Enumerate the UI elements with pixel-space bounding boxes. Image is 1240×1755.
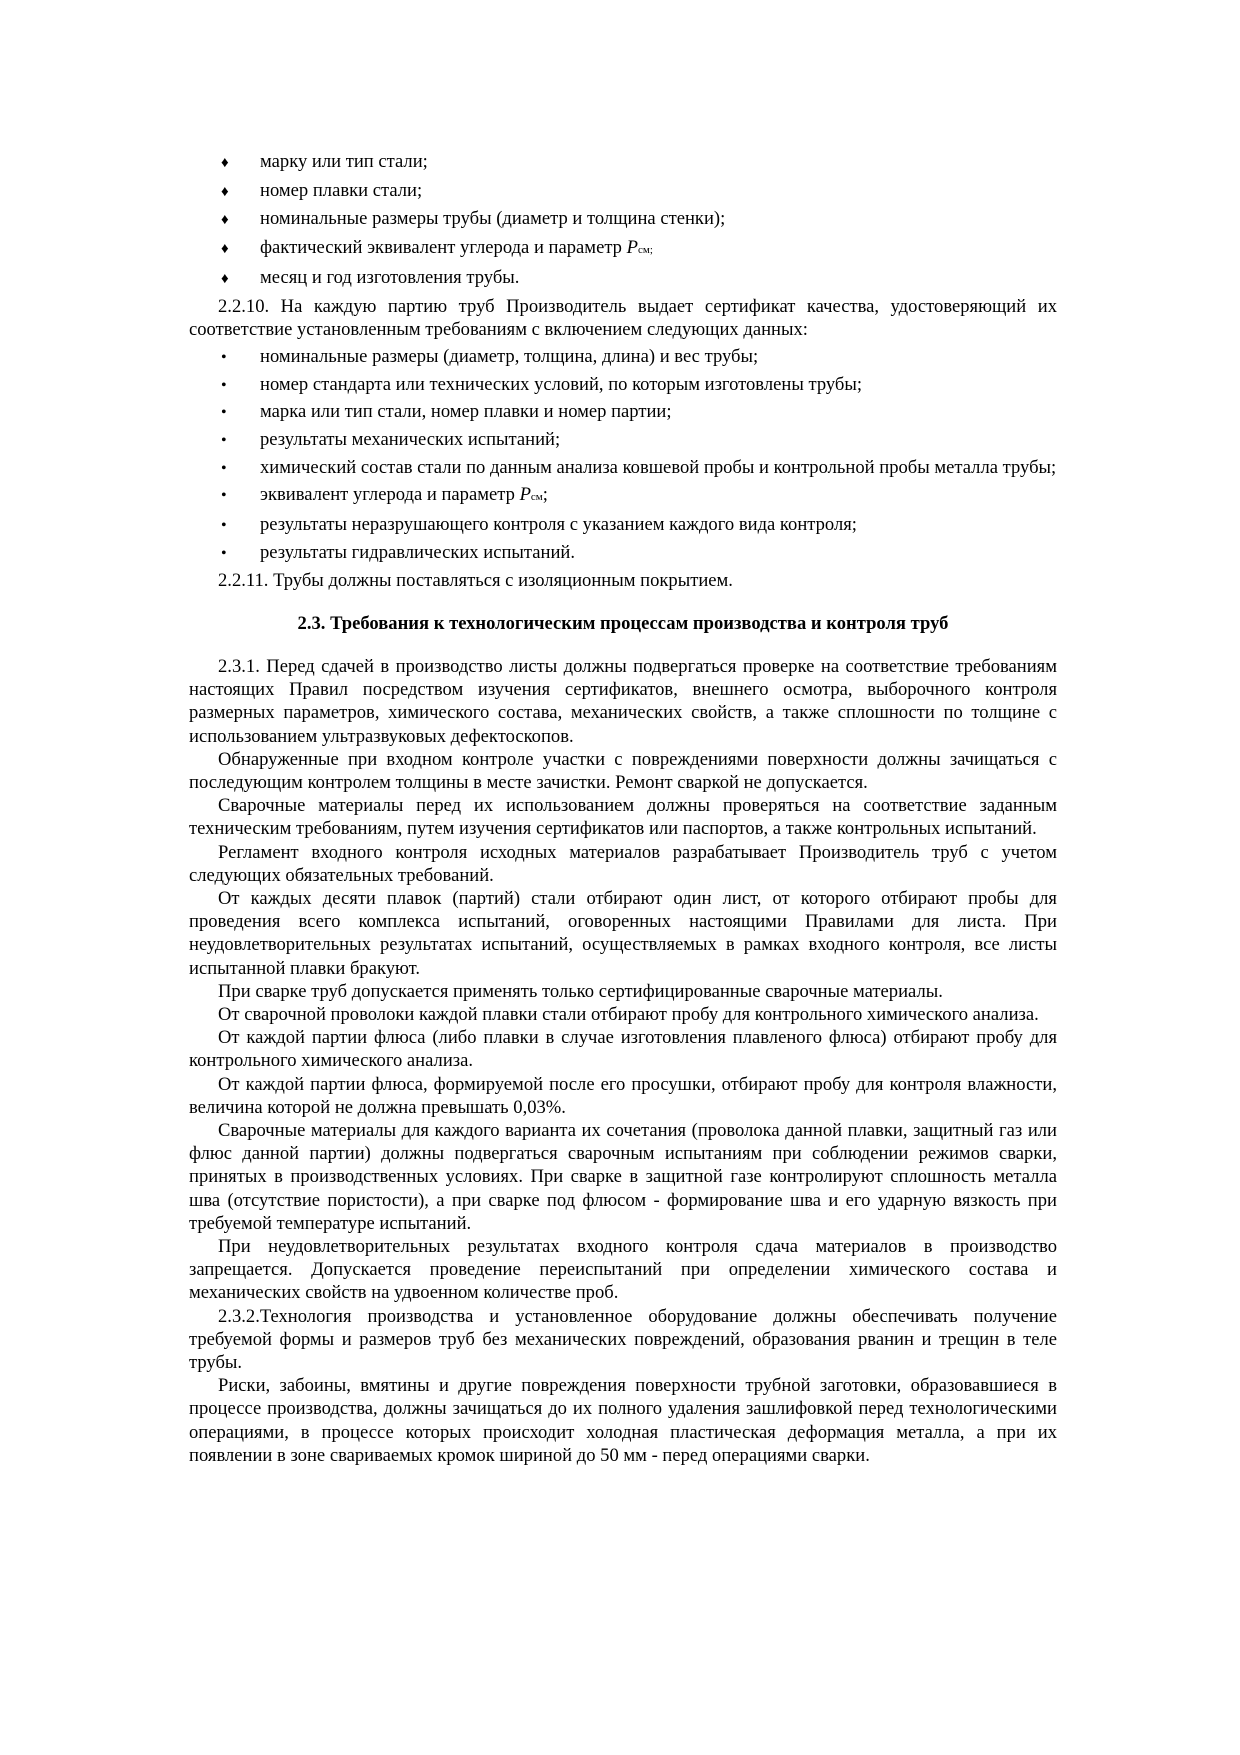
dot-bullet-icon: • — [221, 487, 227, 505]
paragraph: 2.3.1. Перед сдачей в производство листы должны подвергаться проверке на соответствие требованиям настоящих Правил посредством изучения сертификатов, внешнего осмотра, выборочного контроля размерных параметров, химического состава, механических свойств, а также сплошности по толщине с использованием ультразвуковых дефектоскопов. — [189, 655, 1057, 747]
section-heading: 2.3. Требования к технологическим процессам производства и контроля труб — [297, 612, 949, 634]
dot-bullet-icon: • — [221, 404, 227, 422]
paragraph: Сварочные материалы перед их использованием должны проверяться на соответствие заданным техническим требованиям, путем изучения сертификатов или паспортов, а также контрольных испытаний. — [189, 795, 1057, 840]
diamond-bullet-icon: ♦ — [221, 212, 229, 229]
paragraph: При неудовлетворительных результатах входного контроля сдача материалов в производство запрещается. Допускается проведение переиспытаний при определении химического состава и механических свойств на удвоенном количестве проб. — [189, 1236, 1057, 1304]
dot-bullet-icon: • — [221, 376, 227, 394]
paragraph: 2.3.2.Технология производства и установленное оборудование должны обеспечивать получение требуемой формы и размеров труб без механических повреждений, образования рванин и трещин в теле трубы. — [189, 1305, 1057, 1374]
list-item: ♦ номинальные размеры трубы (диаметр и толщина стенки); — [189, 207, 1057, 232]
p-subscript: см — [530, 491, 543, 504]
list-item: • химический состав стали по данным анализа ковшевой пробы и контрольной пробы металла трубы; — [189, 456, 1057, 480]
paragraph: От каждой партии флюса, формируемой после его просушки, отбирают пробу для контроля влажности, величина которой не должна превышать 0,03%. — [189, 1073, 1057, 1118]
list-item: ♦ месяц и год изготовления трубы. — [189, 266, 1057, 291]
dot-bullet-icon: • — [221, 459, 227, 477]
paragraph: Обнаруженные при входном контроле участки с повреждениями поверхности должны зачищаться с последующим контролем толщины в месте зачистки. Ремонт сваркой не допускается. — [189, 748, 1057, 793]
diamond-bullet-icon: ♦ — [221, 183, 229, 200]
list-item: ♦ марку или тип стали; — [189, 150, 1057, 175]
paragraph: При сварке труб допускается применять только сертифицированные сварочные материалы. — [218, 980, 943, 1002]
paragraph: От каждой партии флюса (либо плавки в случае изготовления плавленого флюса) отбирают пробу для контрольного химического анализа. — [189, 1027, 1057, 1072]
paragraph: Сварочные материалы для каждого варианта их сочетания (проволока данной плавки, защитный газ или флюс данной партии) должны подвергаться сварочным испытаниям при соблюдении режимов сварки, принятых в производственных условиях. При сварке в защитной газе контролируют сплошность металла шва (отсутствие пористости), а при сварке под флюсом - формирование шва и его ударную вязкость при требуемой температуре испытаний. — [189, 1120, 1057, 1234]
list-item: • результаты неразрушающего контроля с указанием каждого вида контроля; — [189, 513, 1057, 537]
paragraph: Регламент входного контроля исходных материалов разрабатывает Производитель труб с учетом следующих обязательных требований. — [189, 841, 1057, 886]
diamond-bullet-icon: ♦ — [221, 155, 229, 171]
paragraph: Риски, забоины, вмятины и другие повреждения поверхности трубной заготовки, образовавшиеся в процессе производства, должны зачищаться до их полного удаления зашлифовкой перед технологическими операциями, в процессе которых происходит холодная пластическая деформация металла, а при их появлении в зоне свариваемых кромок шириной до 50 мм - перед операциями сварки. — [189, 1375, 1057, 1466]
diamond-bullet-icon: ♦ — [221, 270, 229, 287]
dot-bullet-icon: • — [221, 517, 227, 535]
list-item — [189, 236, 1057, 262]
carbon-equivalent-text: фактический эквивалент углерода и параметр — [260, 237, 622, 259]
list-item: • результаты гидравлических испытаний. — [189, 541, 1057, 565]
p-subscript: см; — [638, 244, 653, 257]
dot-bullet-icon: • — [221, 348, 227, 366]
list-item: • марка или тип стали, номер плавки и номер партии; — [189, 400, 1057, 424]
list-item: • номер стандарта или технических условий, по которым изготовлены трубы; — [189, 373, 1057, 397]
dot-bullet-icon: • — [221, 544, 227, 562]
paragraph: От каждых десяти плавок (партий) стали отбирают один лист, от которого отбирают пробы для проведения всего комплекса испытаний, оговоренных настоящими Правилами для листа. При неудовлетворительных результатах испытаний, осуществляемых в рамках входного контроля, все листы испытанной плавки бракуют. — [189, 887, 1057, 979]
list-item: • эквивалент углерода и параметр Pсм; — [189, 483, 1057, 509]
dot-bullet-icon: • — [221, 432, 227, 450]
list-item: ♦ номер плавки стали; — [189, 179, 1057, 204]
diamond-bullet-icon: ♦ — [221, 241, 229, 258]
p-symbol: P — [519, 484, 531, 506]
paragraph: От сварочной проволоки каждой плавки стали отбирают пробу для контрольного химического анализа. — [218, 1004, 1039, 1025]
list-item: • номинальные размеры (диаметр, толщина, длина) и вес трубы; — [189, 345, 1057, 369]
p-symbol: P — [626, 237, 638, 259]
document-page — [189, 150, 1057, 1467]
paragraph-2-2-10: 2.2.10. На каждую партию труб Производитель выдает сертификат качества, удостоверяющий их соответствие установленным требованиям с включением следующих данных: — [189, 295, 1057, 340]
list-item: • результаты механических испытаний; — [189, 428, 1057, 452]
paragraph-2-2-11: 2.2.11. Трубы должны поставляться с изоляционным покрытием. — [218, 569, 733, 591]
